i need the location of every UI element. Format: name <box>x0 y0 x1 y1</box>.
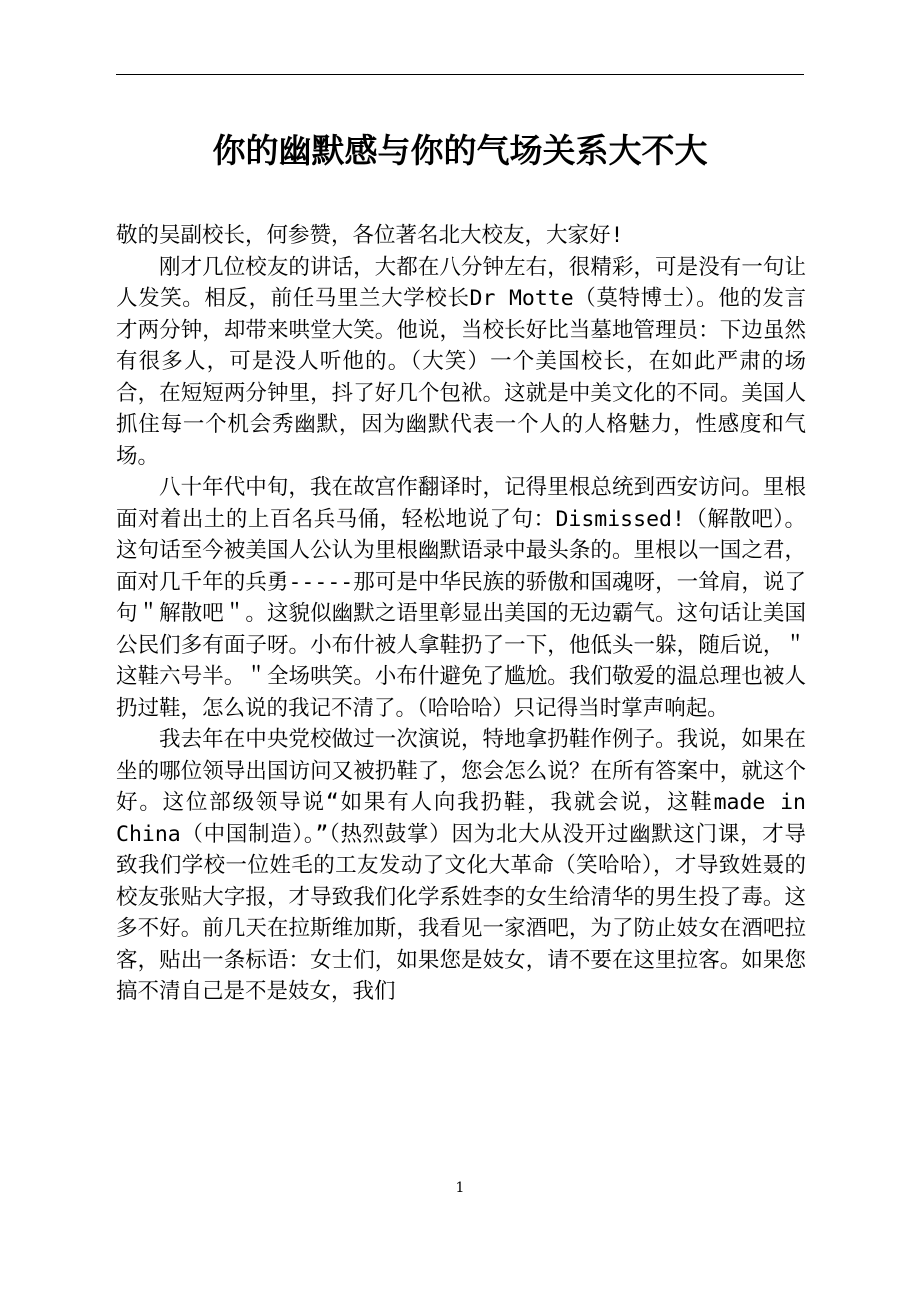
page-title: 你的幽默感与你的气场关系大不大 <box>212 131 708 170</box>
paragraph: 我去年在中央党校做过一次演说，特地拿扔鞋作例子。我说，如果在坐的哪位领导出国访问又被扔鞋了，您会怎么说？在所有答案中，就这个好。这位部级领导说“如果有人向我扔鞋，我就会说，这鞋made in China（中国制造）。”（热烈鼓掌）因为北大从没开过幽默这门课，才导致我们学校一位姓毛的工友发动了文化大革命（笑哈哈），才导致姓聂的校友张贴大字报，才导致我们化学系姓李的女生给清华的男生投了毒。这多不好。前几天在拉斯维加斯，我看见一家酒吧，为了防止妓女在酒吧拉客，贴出一条标语：女士们，如果您是妓女，请不要在这里拉客。如果您搞不清自己是不是妓女，我们 <box>116 727 806 1004</box>
document-body <box>116 220 806 1008</box>
page-number: 1 <box>455 1180 465 1196</box>
paragraph: 八十年代中旬，我在故宫作翻译时，记得里根总统到西安访问。里根面对着出土的上百名兵马俑，轻松地说了句：Dismissed!（解散吧）。这句话至今被美国人公认为里根幽默语录中最头条的。里根以一国之君，面对几千年的兵勇-----那可是中华民族的骄傲和国魂呀，一耸肩，说了句＂解散吧＂。这貌似幽默之语里彰显出美国的无边霸气。这句话让美国公民们多有面子呀。小布什被人拿鞋扔了一下，他低头一躲，随后说，＂这鞋六号半。＂全场哄笑。小布什避免了尴尬。我们敬爱的温总理也被人扔过鞋，怎么说的我记不清了。（哈哈哈）只记得当时掌声响起。 <box>116 475 806 721</box>
paragraph-greeting: 敬的吴副校长，何参赞，各位著名北大校友，大家好! <box>116 223 624 248</box>
paragraph: 刚才几位校友的讲话，大都在八分钟左右，很精彩，可是没有一句让人发笑。相反，前任马里兰大学校长Dr Motte（莫特博士）。他的发言才两分钟，却带来哄堂大笑。他说，当校长好比当墓地管理员：下边虽然有很多人，可是没人听他的。（大笑）一个美国校长，在如此严肃的场合，在短短两分钟里，抖了好几个包袱。这就是中美文化的不同。美国人抓住每一个机会秀幽默，因为幽默代表一个人的人格魅力，性感度和气场。 <box>116 254 806 469</box>
header-rule <box>116 74 804 75</box>
